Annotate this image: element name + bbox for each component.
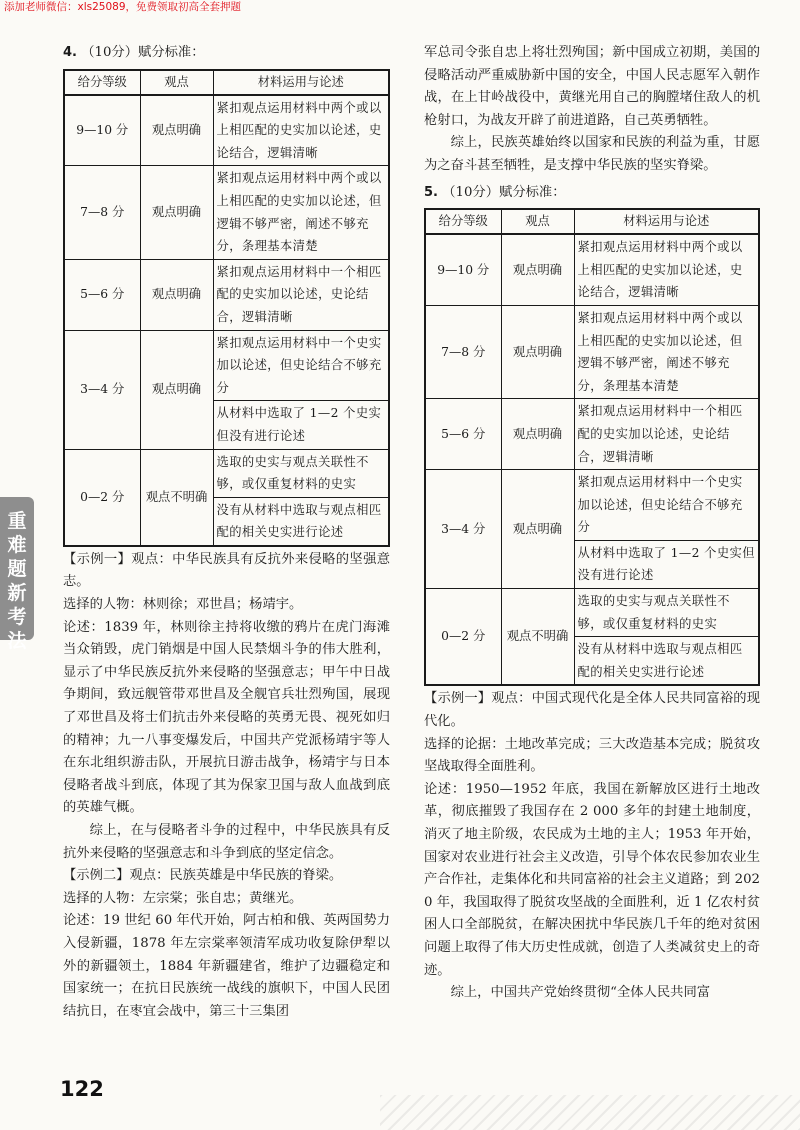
q4-heading-text: （10分）赋分标准： [81, 45, 205, 60]
table-row [64, 449, 389, 497]
header-view: 观点 [501, 209, 574, 234]
example-one-viewpoint [424, 688, 760, 733]
right-column [424, 42, 760, 1005]
people-selected: 选择的人物：林则徐；邓世昌；杨靖宇。 [63, 597, 303, 613]
row-view: 观点明确 [501, 399, 574, 470]
row-level: 3—4 分 [425, 470, 501, 589]
viewpoint-text: 观点：民族英雄是中华民族的脊梁。 [129, 868, 343, 884]
viewpoint-text: 观点：中华民族具有反抗外来侵略的坚强意志。 [63, 551, 391, 590]
header-view: 观点 [140, 70, 213, 95]
summary-paragraph: 综上，在与侵略者斗争的过程中，中华民族具有反抗外来侵略的坚强意志和斗争到底的坚定信念。 [63, 823, 390, 861]
example-two-viewpoint [63, 865, 390, 888]
row-desc: 紧扣观点运用材料中一个相匹配的史实加以论述，史论结合，逻辑清晰 [213, 259, 389, 330]
row-level: 7—8 分 [64, 166, 140, 259]
row-desc: 选取的史实与观点关联性不够，或仅重复材料的史实 [574, 589, 759, 637]
row-desc: 紧扣观点运用材料中一个相匹配的史实加以论述，史论结合，逻辑清晰 [574, 399, 759, 470]
q5-number: 5. [424, 184, 438, 200]
example-one-viewpoint [63, 549, 390, 594]
side-tab-label: 重难题新考法 [7, 510, 27, 652]
row-view: 观点明确 [501, 470, 574, 589]
row-desc: 紧扣观点运用材料中一个史实加以论述，但史论结合不够充分 [213, 330, 389, 401]
table-row [425, 470, 759, 541]
summary-paragraph: 综上，民族英雄始终以国家和民族的利益为重，甘愿为之奋斗甚至牺牲，是支撑中华民族的坚实脊梁。 [424, 135, 760, 173]
table-row [425, 305, 759, 398]
table-header-row [64, 70, 389, 95]
q4-number: 4. [63, 45, 77, 60]
row-desc: 没有从材料中选取与观点相匹配的相关史实进行论述 [574, 637, 759, 686]
table-row [425, 234, 759, 305]
row-view: 观点明确 [501, 305, 574, 398]
row-level: 3—4 分 [64, 330, 140, 449]
row-view: 观点不明确 [140, 449, 213, 546]
row-desc: 紧扣观点运用材料中一个史实加以论述，但史论结合不够充分 [574, 470, 759, 541]
argument-paragraph: 论述：1839 年，林则徐主持将收缴的鸦片在虎门海滩当众销毁，虎门销烟是中国人民禁烟斗争的伟大胜利，显示了中华民族反抗外来侵略的坚强意志；甲午中日战争期间，致远舰管带邓世昌及全舰官兵壮烈殉国，展现了邓世昌及将士们抗击外来侵略的英勇无畏、视死如归的精神；九一八事变爆发后，中国共产党派杨靖宇等人在东北组织游击队，开展抗日游击战争，杨靖宇与日本侵略者战斗到底，体现了其为保家卫国与敌人血战到底的英雄气概。 [63, 619, 390, 816]
row-desc: 紧扣观点运用材料中两个或以上相匹配的史实加以论述，史论结合，逻辑清晰 [574, 234, 759, 305]
row-desc: 紧扣观点运用材料中两个或以上相匹配的史实加以论述，史论结合，逻辑清晰 [213, 95, 389, 166]
header-material: 材料运用与论述 [574, 209, 759, 234]
row-level: 5—6 分 [64, 259, 140, 330]
row-desc: 紧扣观点运用材料中两个或以上相匹配的史实加以论述，但逻辑不够严密，阐述不够充分，条理基本清楚 [574, 305, 759, 398]
page-number: 122 [60, 1077, 104, 1101]
row-level: 0—2 分 [64, 449, 140, 546]
table-row [425, 589, 759, 637]
summary-paragraph: 综上，中国共产党始终贯彻“全体人民共同富 [450, 985, 711, 1001]
q4-heading [63, 42, 390, 65]
row-level: 7—8 分 [425, 305, 501, 398]
example-label: 【示例一】 [63, 551, 132, 567]
row-view: 观点明确 [140, 95, 213, 166]
table-row [425, 399, 759, 470]
row-view: 观点明确 [140, 259, 213, 330]
promo-banner: 添加老师微信：xls25089，免费领取初高全套押题 [4, 1, 242, 13]
row-view: 观点明确 [501, 234, 574, 305]
table-row [64, 330, 389, 401]
header-level: 给分等级 [64, 70, 140, 95]
row-desc: 紧扣观点运用材料中两个或以上相匹配的史实加以论述，但逻辑不够严密，阐述不够充分，条理基本清楚 [213, 166, 389, 259]
row-level: 9—10 分 [64, 95, 140, 166]
row-desc: 没有从材料中选取与观点相匹配的相关史实进行论述 [213, 497, 389, 546]
row-level: 0—2 分 [425, 589, 501, 686]
row-desc: 从材料中选取了 1—2 个史实但没有进行论述 [574, 540, 759, 588]
side-section-tab [0, 497, 34, 652]
q5-heading-text: （10分）赋分标准： [442, 184, 566, 200]
watermark-pattern [380, 1095, 800, 1130]
argument-paragraph: 论述：1950—1952 年底，我国在新解放区进行土地改革，彻底摧毁了我国存在 2 000 多年的封建土地制度，消灭了地主阶级，农民成为土地的主人；1953 年开始，国家对农业进行社会主义改造，引导个体农民参加农业生产合作社，走集体化和共同富裕的社会主义道路；到 2020 年，我国取得了脱贫攻坚战的全面胜利，近 1 亿农村贫困人口全部脱贫，在解决困扰中华民族几千年的绝对贫困问题上取得了伟大历史性成就，创造了人类减贫史上的奇迹。 [424, 781, 760, 978]
table-header-row [425, 209, 759, 234]
header-level: 给分等级 [425, 209, 501, 234]
row-level: 9—10 分 [425, 234, 501, 305]
table-row [64, 95, 389, 166]
row-view: 观点明确 [140, 166, 213, 259]
example-label: 【示例一】 [424, 691, 492, 707]
row-view: 观点不明确 [501, 589, 574, 686]
row-desc: 从材料中选取了 1—2 个史实但没有进行论述 [213, 401, 389, 449]
left-column [63, 42, 390, 1023]
row-view: 观点明确 [140, 330, 213, 449]
viewpoint-text: 观点：中国式现代化是全体人民共同富裕的现代化。 [424, 691, 761, 730]
row-level: 5—6 分 [425, 399, 501, 470]
people-selected: 选择的人物：左宗棠；张自忠；黄继光。 [63, 890, 303, 906]
row-desc: 选取的史实与观点关联性不够，或仅重复材料的史实 [213, 449, 389, 497]
argument-continued: 军总司令张自忠上将壮烈殉国；新中国成立初期，美国的侵略活动严重威胁新中国的安全，中国人民志愿军入朝作战，在上甘岭战役中，黄继光用自己的胸膛堵住敌人的机枪射口，为战友开辟了前进道路，自己英勇牺牲。 [424, 45, 760, 128]
table-row [64, 259, 389, 330]
evidence-selected: 选择的论据：土地改革完成；三大改造基本完成；脱贫攻坚战取得全面胜利。 [424, 736, 760, 775]
q5-heading [424, 182, 760, 205]
argument-paragraph: 论述：19 世纪 60 年代开始，阿古柏和俄、英两国势力入侵新疆，1878 年左宗棠率领清军成功收复除伊犁以外的新疆领土，1884 年新疆建省，维护了边疆稳定和国家统一；在抗日民族统一战线的旗帜下，中国人民团结抗日，在枣宜会战中，第三十三集团 [63, 913, 390, 1019]
q5-rubric-table [424, 208, 760, 686]
table-row [64, 166, 389, 259]
header-material: 材料运用与论述 [213, 70, 389, 95]
example-label: 【示例二】 [63, 868, 130, 884]
q4-rubric-table [63, 69, 390, 547]
